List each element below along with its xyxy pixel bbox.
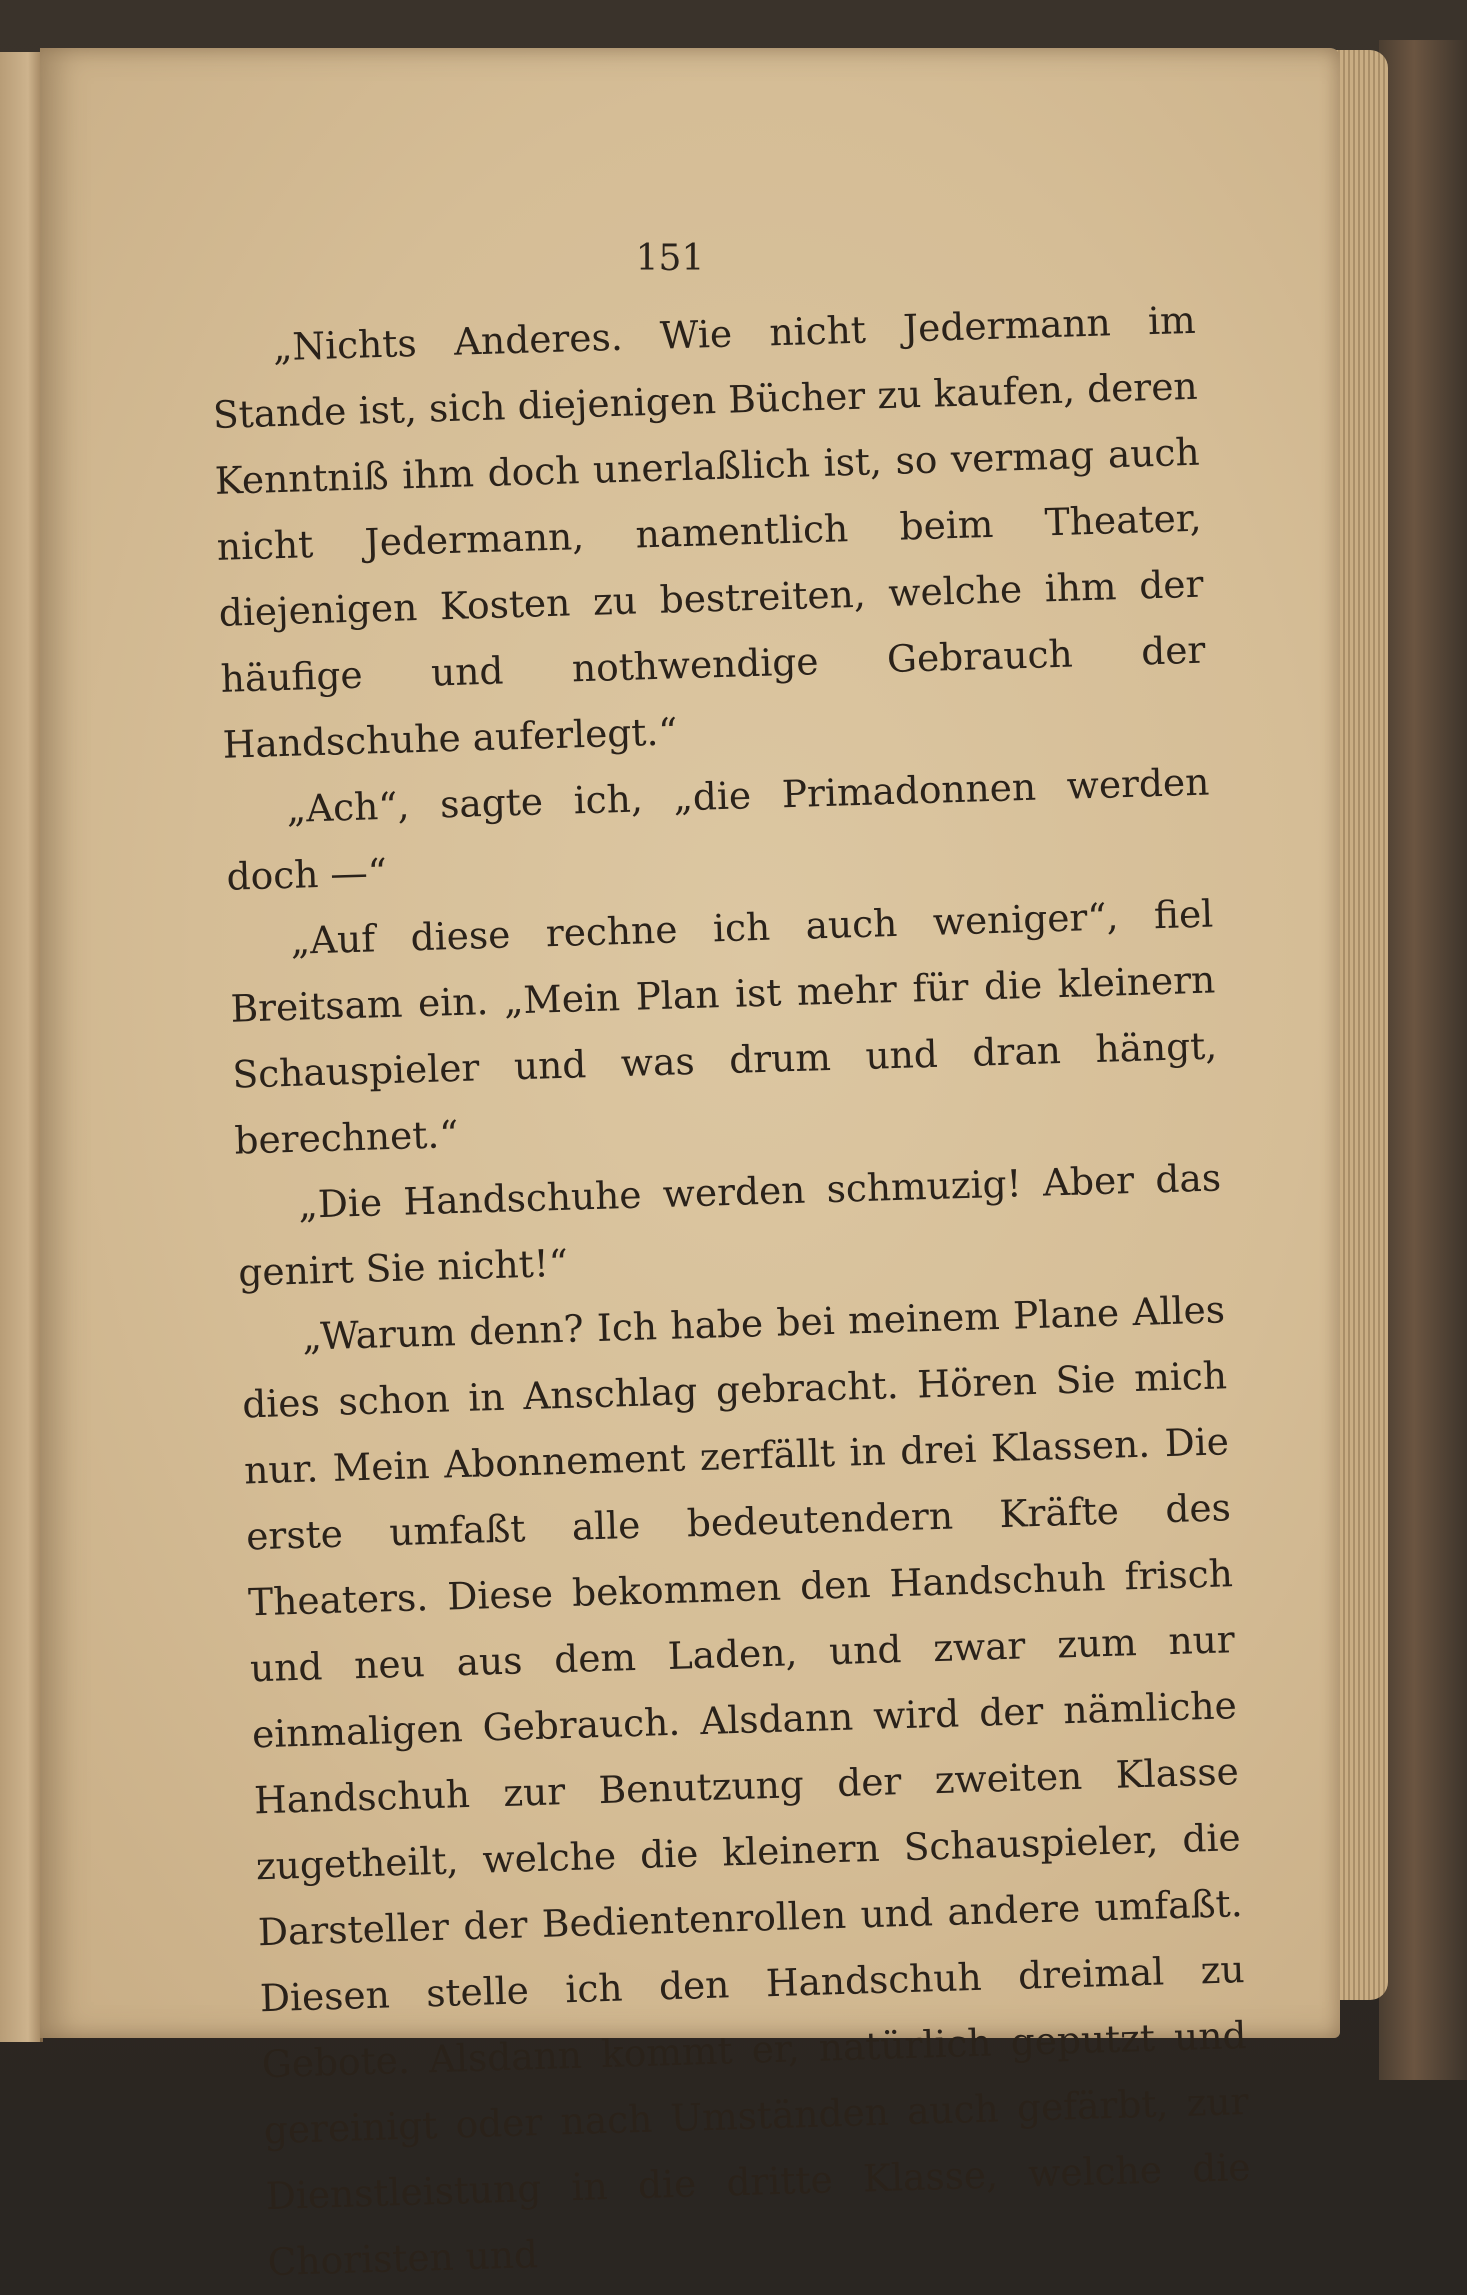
paragraph: „Warum denn? Ich habe bei meinem Plane Alles dies schon in Anschlag gebracht. Hören Sie mich nur. Mein Abonnement zerfällt in drei Klassen. Die erste umfaßt alle bedeutendern Kräfte des Theaters. Diese bekommen den Handschuh frisch und neu aus dem Laden, und zwar zum nur einmaligen Gebrauch. Alsdann wird der nämliche Handschuh zur Benutzung der zweiten Klasse zugetheilt, welche die kleinern Schauspieler, die Darsteller der Bedientenrollen und andere umfaßt. Diesen stelle ich den Handschuh dreimal zu Gebote. Alsdann kommt er, natürlich geputzt und gereinigt oder nach Umständen auch gefärbt, zur Dienstleistung in die dritte Klasse, welche die Choristen und: [241, 1287, 1252, 2285]
body-text: [210, 287, 1253, 2295]
page-number: 151: [635, 238, 705, 279]
paragraph: „Auf diese rechne ich auch weniger“, fiel Breitsam ein. „Mein Plan ist mehr für die kleinern Schauspieler und was drum und dran hängt, berechnet.“: [229, 891, 1218, 1163]
paragraph: „Ach“, sagte ich, „die Primadonnen werden doch —“: [225, 759, 1210, 899]
paragraph: „Die Handschuhe werden schmuzig! Aber das genirt Sie nicht!“: [237, 1155, 1222, 1295]
facing-page-edge: [0, 52, 43, 2042]
book-cover-board: [1379, 40, 1467, 2080]
paragraph: „Nichts Anderes. Wie nicht Jedermann im Stande ist, sich diejenigen Bücher zu kaufen, deren Kenntniß ihm doch unerlaßlich ist, so vermag auch nicht Jedermann, namentlich beim Theater, diejenigen Kosten zu bestreiten, welche ihm der häufige und nothwendige Gebrauch der Handschuhe auferlegt.“: [212, 297, 1206, 767]
